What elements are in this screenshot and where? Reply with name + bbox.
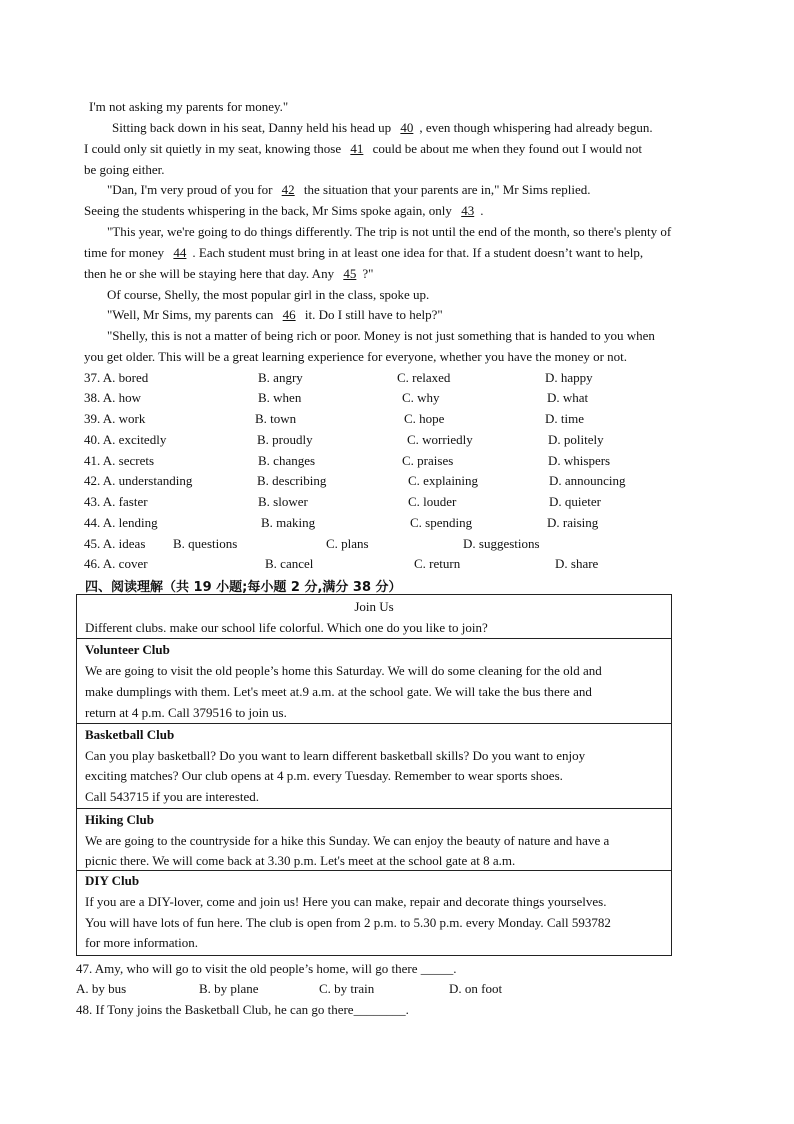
- club-text: picnic there. We will come back at 3.30 p.m. Let's meet at the school gate at 8 a.m.: [85, 853, 516, 868]
- club-name: Basketball Club: [85, 727, 175, 742]
- option-39-c: C. hope: [404, 411, 445, 426]
- option-40-b: B. proudly: [257, 432, 313, 447]
- volunteer-section: [77, 639, 671, 724]
- option-44-d: D. raising: [547, 515, 599, 530]
- option-46-b: B. cancel: [265, 556, 314, 571]
- option-42-d: D. announcing: [549, 473, 626, 488]
- option-37-b: B. angry: [258, 370, 303, 385]
- passage-line: [112, 120, 653, 136]
- diy-section: [77, 871, 671, 957]
- club-name: Volunteer Club: [85, 642, 170, 657]
- club-name: DIY Club: [85, 873, 140, 888]
- hiking-section: [77, 809, 671, 871]
- club-text: exciting matches? Our club opens at 4 p.m. every Tuesday. Remember to wear sports shoes.: [85, 768, 563, 783]
- club-name: Hiking Club: [85, 812, 155, 827]
- option-39-a: 39. A. work: [84, 411, 146, 426]
- passage-line: be going either.: [84, 162, 165, 177]
- passage-line: "Shelly, this is not a matter of being rich or poor. Money is not just something that is handed to you when: [107, 328, 655, 343]
- passage-line: [107, 182, 590, 198]
- option-47-c: C. by train: [319, 981, 375, 996]
- text: time for money: [84, 245, 165, 260]
- option-39-d: D. time: [545, 411, 584, 426]
- basketball-section: [77, 724, 671, 809]
- option-43-c: C. louder: [408, 494, 457, 509]
- option-38-c: C. why: [402, 390, 440, 405]
- option-47-b: B. by plane: [199, 981, 259, 996]
- option-43-a: 43. A. faster: [84, 494, 148, 509]
- option-45-a: 45. A. ideas: [84, 536, 146, 551]
- blank-40: 40: [400, 120, 414, 135]
- text: , even though whispering had already begun.: [419, 120, 653, 135]
- blank-44: 44: [173, 245, 187, 260]
- passage-line: "This year, we're going to do things differently. The trip is not until the end of the month, so there's plenty of: [107, 224, 672, 239]
- question-47: 47. Amy, who will go to visit the old people’s home, will go there _____.: [76, 961, 457, 976]
- passage-line: Of course, Shelly, the most popular girl in the class, spoke up.: [107, 287, 430, 302]
- option-42-a: 42. A. understanding: [84, 473, 193, 488]
- option-42-b: B. describing: [257, 473, 327, 488]
- text: the situation that your parents are in," Mr Sims replied.: [303, 182, 591, 197]
- option-47-a: A. by bus: [76, 981, 127, 996]
- option-41-c: C. praises: [402, 453, 454, 468]
- option-47-d: D. on foot: [449, 981, 503, 996]
- option-37-c: C. relaxed: [397, 370, 451, 385]
- text: . Each student must bring in at least one idea for that. If a student doesn’t want to help,: [192, 245, 644, 260]
- passage-line: [84, 266, 373, 282]
- club-text: We are going to visit the old people’s home this Saturday. We will do some cleaning for the old and: [85, 663, 602, 678]
- text: then he or she will be staying here that day. Any: [84, 266, 335, 281]
- text: "Well, Mr Sims, my parents can: [107, 307, 274, 322]
- blank-46: 46: [282, 307, 296, 322]
- text: Sitting back down in his seat, Danny held his head up: [112, 120, 392, 135]
- club-text: for more information.: [85, 935, 198, 950]
- passage-line: you get older. This will be a great learning experience for everyone, whether you have the money or not.: [84, 349, 628, 364]
- option-37-d: D. happy: [545, 370, 593, 385]
- club-text: You will have lots of fun here. The club is open from 2 p.m. to 5.30 p.m. every Monday. Call 593782: [85, 915, 611, 930]
- option-46-c: C. return: [414, 556, 461, 571]
- option-44-b: B. making: [261, 515, 316, 530]
- option-43-b: B. slower: [258, 494, 308, 509]
- ad-title: Join Us: [354, 599, 394, 614]
- option-44-a: 44. A. lending: [84, 515, 158, 530]
- club-text: make dumplings with them. Let's meet at.9 a.m. at the school gate. We will take the bus there and: [85, 684, 592, 699]
- passage-line: [107, 307, 443, 323]
- text: could be about me when they found out I would not: [372, 141, 642, 156]
- option-43-d: D. quieter: [549, 494, 601, 509]
- option-40-a: 40. A. excitedly: [84, 432, 167, 447]
- option-38-b: B. when: [258, 390, 302, 405]
- club-text: Can you play basketball? Do you want to learn different basketball skills? Do you want to enjoy: [85, 748, 586, 763]
- ad-intro: Different clubs. make our school life colorful. Which one do you like to join?: [85, 620, 488, 635]
- club-text: Call 543715 if you are interested.: [85, 789, 260, 804]
- option-45-b: B. questions: [173, 536, 238, 551]
- option-40-d: D. politely: [548, 432, 604, 447]
- option-41-b: B. changes: [258, 453, 316, 468]
- club-text: We are going to the countryside for a hike this Sunday. We can enjoy the beauty of nature and have a: [85, 833, 610, 848]
- blank-42: 42: [281, 182, 295, 197]
- text: "Dan, I'm very proud of you for: [107, 182, 273, 197]
- option-38-d: D. what: [547, 390, 589, 405]
- passage-line: I'm not asking my parents for money.": [89, 99, 289, 114]
- option-37-a: 37. A. bored: [84, 370, 149, 385]
- option-46-a: 46. A. cover: [84, 556, 148, 571]
- option-41-a: 41. A. secrets: [84, 453, 155, 468]
- blank-41: 41: [350, 141, 364, 156]
- option-45-c: C. plans: [326, 536, 369, 551]
- intro-section: [77, 595, 671, 639]
- passage-line: [84, 245, 643, 261]
- text: .: [480, 203, 484, 218]
- text: ?": [362, 266, 374, 281]
- club-text: return at 4 p.m. Call 379516 to join us.: [85, 705, 287, 720]
- text: I could only sit quietly in my seat, knowing those: [84, 141, 342, 156]
- option-39-b: B. town: [255, 411, 297, 426]
- option-44-c: C. spending: [410, 515, 473, 530]
- passage-line: [84, 141, 642, 157]
- option-40-c: C. worriedly: [407, 432, 473, 447]
- club-text: If you are a DIY-lover, come and join us! Here you can make, repair and decorate things yourselves.: [85, 894, 607, 909]
- blank-43: 43: [461, 203, 475, 218]
- question-48: 48. If Tony joins the Basketball Club, he can go there________.: [76, 1002, 409, 1017]
- option-42-c: C. explaining: [408, 473, 479, 488]
- passage-line: [84, 203, 483, 219]
- section-heading: 四、阅读理解（共 19 小题;每小题 2 分,满分 38 分）: [85, 580, 402, 595]
- text: Seeing the students whispering in the back, Mr Sims spoke again, only: [84, 203, 452, 218]
- option-45-d: D. suggestions: [463, 536, 540, 551]
- blank-45: 45: [343, 266, 357, 281]
- option-41-d: D. whispers: [548, 453, 611, 468]
- option-46-d: D. share: [555, 556, 599, 571]
- option-38-a: 38. A. how: [84, 390, 142, 405]
- text: it. Do I still have to help?": [304, 307, 443, 322]
- clubs-table: [76, 594, 672, 956]
